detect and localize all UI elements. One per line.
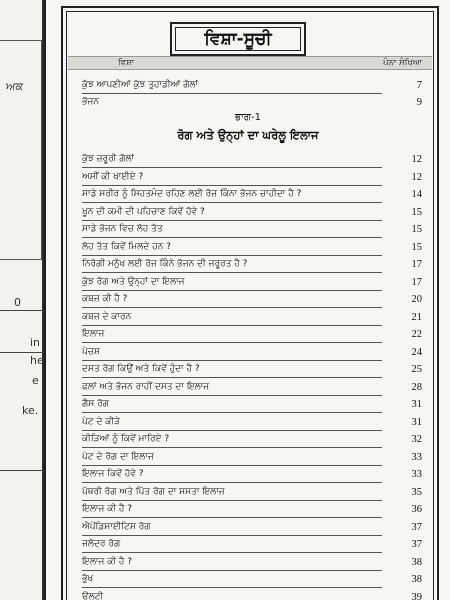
- toc-entry-page: 22: [411, 329, 422, 340]
- toc-entry: [82, 466, 422, 483]
- toc-entry-page: 31: [411, 416, 422, 428]
- toc-entry: [82, 379, 422, 396]
- left-page-fragment: ਅਕ: [6, 80, 23, 93]
- left-page-fragment: 0: [14, 296, 21, 309]
- toc-entry: [82, 77, 422, 94]
- toc-entry: [82, 326, 422, 343]
- toc-entry-page: 35: [411, 486, 422, 498]
- toc-entry: [82, 204, 422, 221]
- toc-entry-page: 31: [411, 399, 422, 410]
- toc-entry-page: 24: [411, 346, 422, 358]
- toc-entry-page: 17: [411, 276, 422, 288]
- part-label: ਭਾਗ-1: [235, 112, 261, 123]
- toc-entry-page: 14: [411, 189, 422, 200]
- toc-entry-title: ਸਾਡੇ ਸਰੀਰ ਨੂੰ ਸਿਹਤਮੰਦ ਰਹਿਣ ਲਈ ਰੋਜ਼ ਕਿੰਨਾ ਭੋਜਨ ਚਾਹੀਦਾ ਹੈ ?: [82, 189, 302, 199]
- toc-entry: [82, 501, 422, 518]
- toc-entry-title: ਇਲਾਜ ਕੀ ਹੈ ?: [82, 504, 133, 514]
- left-page-rule: [0, 310, 44, 311]
- toc-entry-title: ਭੋਜਨ: [82, 97, 100, 107]
- toc-entry-page: 12: [411, 171, 422, 183]
- toc-entry-title: ਇਲਾਜ ਕਿਵੇਂ ਹੋਵੇ ?: [82, 469, 144, 479]
- left-page-edge: [0, 0, 44, 600]
- toc-entry: [82, 309, 422, 326]
- toc-entry: [82, 291, 422, 308]
- toc-entry-page: 38: [411, 556, 422, 568]
- toc-entry-title: ਉਲਟੀ: [82, 591, 104, 600]
- toc-entry-title: ਕਬਜ਼ ਕੀ ਹੈ ?: [82, 294, 128, 304]
- toc-entry: [82, 571, 422, 588]
- toc-entry-page: 12: [411, 154, 422, 165]
- toc-entry-title: ਇਲਾਜ: [82, 329, 105, 339]
- toc-entry-title: ਦਸਤ ਰੋਗ ਕਿਉਂ ਅਤੇ ਕਿਵੇਂ ਹੁੰਦਾ ਹੈ ?: [82, 364, 200, 374]
- toc-entry-title: ਪੇਟ ਦੇ ਰੋਗ ਦਾ ਇਲਾਜ: [82, 451, 154, 462]
- left-page-fragment: he: [30, 354, 44, 367]
- toc-entry-page: 15: [411, 241, 422, 253]
- toc-entry-page: 9: [416, 97, 422, 108]
- toc-entry-page: 38: [411, 574, 422, 585]
- toc-entry-page: 36: [411, 504, 422, 515]
- toc-entry-title: ਕੁੱਝ ਜ਼ਰੂਰੀ ਗੱਲਾਂ: [82, 154, 135, 164]
- toc-entry: [82, 519, 422, 536]
- toc-entry-title: ਪੇਚਸ਼: [82, 346, 100, 357]
- toc-entry-title: ਜਲੋਦਰ ਰੋਗ: [82, 539, 121, 549]
- toc-entry-title: ਭੁੱਖ: [82, 574, 94, 584]
- toc-entry-page: 28: [411, 381, 422, 393]
- toc-entry: [82, 186, 422, 203]
- toc-entry-title: ਫਲਾਂ ਅਤੇ ਭੋਜਨ ਰਾਹੀਂ ਦਸਤ ਦਾ ਇਲਾਜ: [82, 381, 210, 392]
- left-page-rule: [0, 352, 44, 353]
- toc-entry: [82, 554, 422, 571]
- toc-entry: [82, 414, 422, 431]
- toc-entry: [82, 239, 422, 256]
- toc-entry: [82, 449, 422, 466]
- toc-entry-page: 17: [411, 259, 422, 270]
- left-page-rule: [0, 470, 44, 471]
- toc-entry-title: ਪੇਟ ਦੇ ਕੀੜੇ: [82, 416, 120, 427]
- toc-entry: [82, 94, 422, 111]
- toc-entry-page: 21: [411, 311, 422, 323]
- left-page-fragment: in: [30, 336, 41, 349]
- toc-entry-page: 25: [411, 364, 422, 375]
- toc-entry: [82, 589, 422, 600]
- toc-entry-title: ਅਸੀਂ ਕੀ ਖਾਈਏ ?: [82, 171, 144, 182]
- toc-entry: [82, 431, 422, 448]
- part-title: ਰੋਗ ਅਤੇ ਉਨ੍ਹਾਂ ਦਾ ਘਰੇਲੂ ਇਲਾਜ: [177, 128, 319, 142]
- toc-entry-title: ਕੀੜਿਆਂ ਨੂੰ ਕਿਵੇਂ ਮਾਰਿਏ ?: [82, 434, 170, 444]
- left-page-fragment: e: [32, 374, 39, 387]
- toc-entry-page: 37: [411, 521, 422, 533]
- column-page-header: ਪੰਨਾ ਸੰਖਿਆ: [383, 58, 422, 68]
- toc-header-bar: [68, 56, 432, 70]
- toc-entry-page: 20: [411, 294, 422, 305]
- toc-entry-title: ਐਪੇਂਡਿਸਾਈਟਿਸ ਰੋਗ: [82, 521, 151, 532]
- toc-entry-page: 15: [411, 224, 422, 235]
- toc-entry: [82, 344, 422, 361]
- left-page-frame: [0, 40, 42, 260]
- toc-title: ਵਿਸ਼ਾ-ਸੂਚੀ: [170, 22, 306, 56]
- toc-entry-title: ਖੂਨ ਦੀ ਕਮੀ ਦੀ ਪਹਿਚਾਣ ਕਿਵੇਂ ਹੋਵੇ ?: [82, 206, 205, 217]
- toc-entry-page: 7: [416, 80, 422, 91]
- toc-entry: [82, 361, 422, 378]
- toc-entry-title: ਪੱਥਰੀ ਰੋਗ ਅਤੇ ਪਿੱਤ ਰੋਗ ਦਾ ਸਸਤਾ ਇਲਾਜ: [82, 486, 225, 497]
- toc-entry: [82, 484, 422, 501]
- toc-entry-title: ਕੁੱਝ ਰੋਗ ਅਤੇ ਉਨ੍ਹਾਂ ਦਾ ਇਲਾਜ: [82, 276, 185, 287]
- toc-entry: [82, 274, 422, 291]
- toc-entry: [82, 169, 422, 186]
- toc-entry-page: 32: [411, 434, 422, 445]
- toc-entry: [82, 221, 422, 238]
- toc-entry-title: ਇਲਾਜ ਕੀ ਹੈ ?: [82, 556, 133, 567]
- toc-entry-title: ਕੁੱਝ ਆਪਣੀਆਂ ਕੁੱਝ ਤੁਹਾਡੀਆਂ ਗੱਲਾਂ: [82, 80, 199, 90]
- toc-page: [46, 0, 450, 600]
- toc-entry-title: ਲੋਹ ਤੱਤ ਕਿਵੇਂ ਮਿਲਦੇ ਹਨ ?: [82, 241, 171, 252]
- toc-entry-title: ਗੈਸ ਰੋਗ: [82, 399, 109, 409]
- toc-entry-page: 33: [411, 451, 422, 463]
- toc-entry: [82, 396, 422, 413]
- toc-entry-title: ਨਿਰੋਗੀ ਮਨੁੱਖ ਲਈ ਰੋਜ਼ ਕਿੰਨੇ ਭੋਜਨ ਦੀ ਜਰੂਰਤ ਹੈ ?: [82, 259, 248, 269]
- toc-entry-page: 15: [411, 206, 422, 218]
- left-page-fragment: ke.: [22, 404, 39, 417]
- toc-entry-page: 37: [411, 539, 422, 550]
- toc-entry-page: 33: [411, 469, 422, 480]
- column-subject-header: ਵਿਸ਼ਾ: [118, 58, 135, 68]
- toc-entry-title: ਕਬਜ਼ ਦੇ ਕਾਰਨ: [82, 311, 132, 322]
- toc-entry: [82, 151, 422, 168]
- toc-entry: [82, 256, 422, 273]
- toc-entry-title: ਸਾਡੇ ਭੋਜਨ ਵਿਚ ਲੋਹ ਤੱਤ: [82, 224, 163, 234]
- toc-entry: [82, 536, 422, 553]
- toc-entry-page: 39: [411, 591, 422, 600]
